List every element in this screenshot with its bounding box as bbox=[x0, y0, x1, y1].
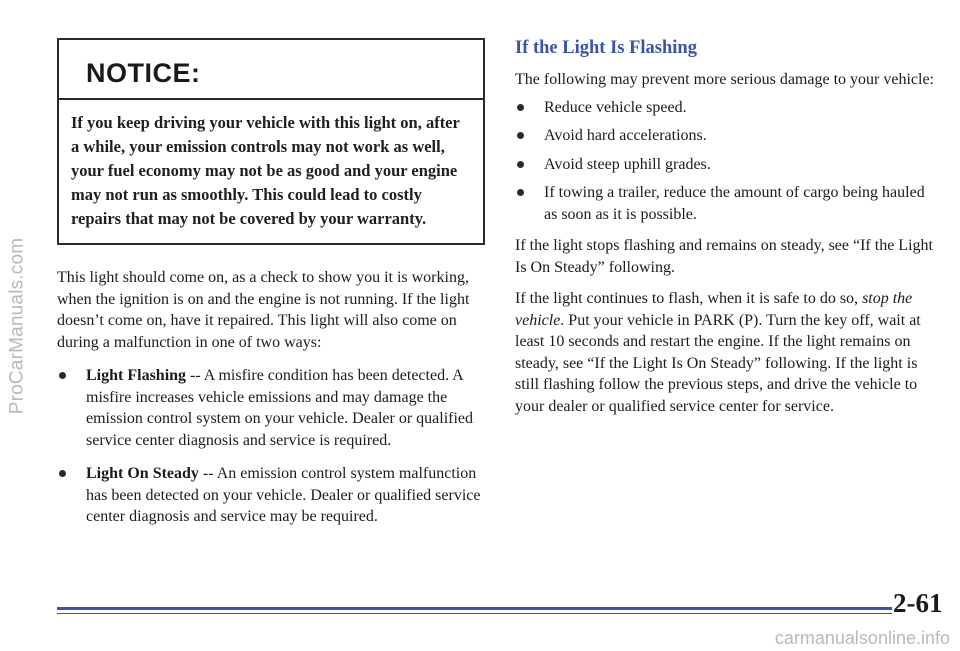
side-watermark bbox=[2, 0, 32, 651]
precaution-list bbox=[515, 97, 935, 226]
bottom-watermark: carmanualsonline.info bbox=[774, 628, 950, 648]
list-item bbox=[515, 154, 935, 176]
flash-paragraph bbox=[515, 288, 935, 417]
footer-rule-thick bbox=[57, 607, 892, 610]
flash-paragraph-start: If the light continues to flash, when it is safe to do so, bbox=[515, 290, 863, 307]
item-text: -- A misfire condition has been detected. A misfire increases vehicle emissions and may damage the emission control system on your vehicle. Dealer or qualified service center diagnosis and service is required. bbox=[86, 367, 474, 449]
list-item bbox=[57, 463, 485, 528]
bullet-icon bbox=[517, 132, 524, 139]
right-column bbox=[515, 38, 935, 417]
item-text: Avoid steep uphill grades. bbox=[544, 155, 711, 173]
side-watermark-text: ProCarManuals.com bbox=[6, 237, 28, 414]
bullet-icon bbox=[517, 104, 524, 111]
bullet-icon bbox=[59, 372, 66, 379]
bullet-icon bbox=[517, 161, 524, 168]
bullet-icon bbox=[517, 189, 524, 196]
bullet-icon bbox=[59, 470, 66, 477]
list-item bbox=[515, 125, 935, 147]
item-text: Avoid hard accelerations. bbox=[544, 127, 707, 144]
malfunction-modes-list bbox=[57, 365, 485, 528]
section-heading: If the Light Is Flashing bbox=[515, 38, 697, 58]
footer-rule bbox=[57, 607, 892, 614]
item-label: Light Flashing bbox=[86, 367, 187, 384]
section-intro: The following may prevent more serious damage to your vehicle: bbox=[515, 71, 934, 88]
list-item bbox=[57, 365, 485, 451]
footer-rule-thin bbox=[57, 613, 892, 614]
list-item bbox=[515, 182, 935, 225]
flash-paragraph-emphasis: stop the vehicle bbox=[515, 290, 913, 329]
intro-paragraph: This light should come on, as a check to show you it is working, when the ignition is on and the engine is not running. If the light doesn’t come on, have it repaired. This light will also come on during a malfunction in one of two ways: bbox=[57, 269, 470, 351]
list-item bbox=[515, 97, 935, 119]
flash-paragraph-end: . Put your vehicle in PARK (P). Turn the key off, wait at least 10 seconds and restart the engine. If the light remains on steady, see “If the Light Is On Steady” following. If the light is still flashing follow the previous steps, and drive the vehicle to your dealer or qualified service center for service. bbox=[515, 311, 921, 415]
notice-box bbox=[57, 38, 485, 245]
item-label: Light On Steady bbox=[86, 465, 199, 482]
notice-body: If you keep driving your vehicle with this light on, after a while, your emission controls may not work as well, your fuel economy may not be as good and your engine may not run as smoothly. This could lead to costly repairs that may not be covered by your warranty. bbox=[71, 113, 460, 228]
notice-title: NOTICE: bbox=[59, 40, 483, 100]
item-text: Reduce vehicle speed. bbox=[544, 98, 687, 116]
item-text: If towing a trailer, reduce the amount of cargo being hauled as soon as it is possible. bbox=[544, 184, 925, 223]
item-text: -- An emission control system malfunction has been detected on your vehicle. Dealer or qualified service center diagnosis and service may be required. bbox=[86, 465, 481, 525]
page-number: 2-61 bbox=[893, 588, 943, 618]
left-column bbox=[57, 38, 485, 528]
steady-paragraph: If the light stops flashing and remains on steady, see “If the Light Is On Steady” following. bbox=[515, 237, 933, 276]
